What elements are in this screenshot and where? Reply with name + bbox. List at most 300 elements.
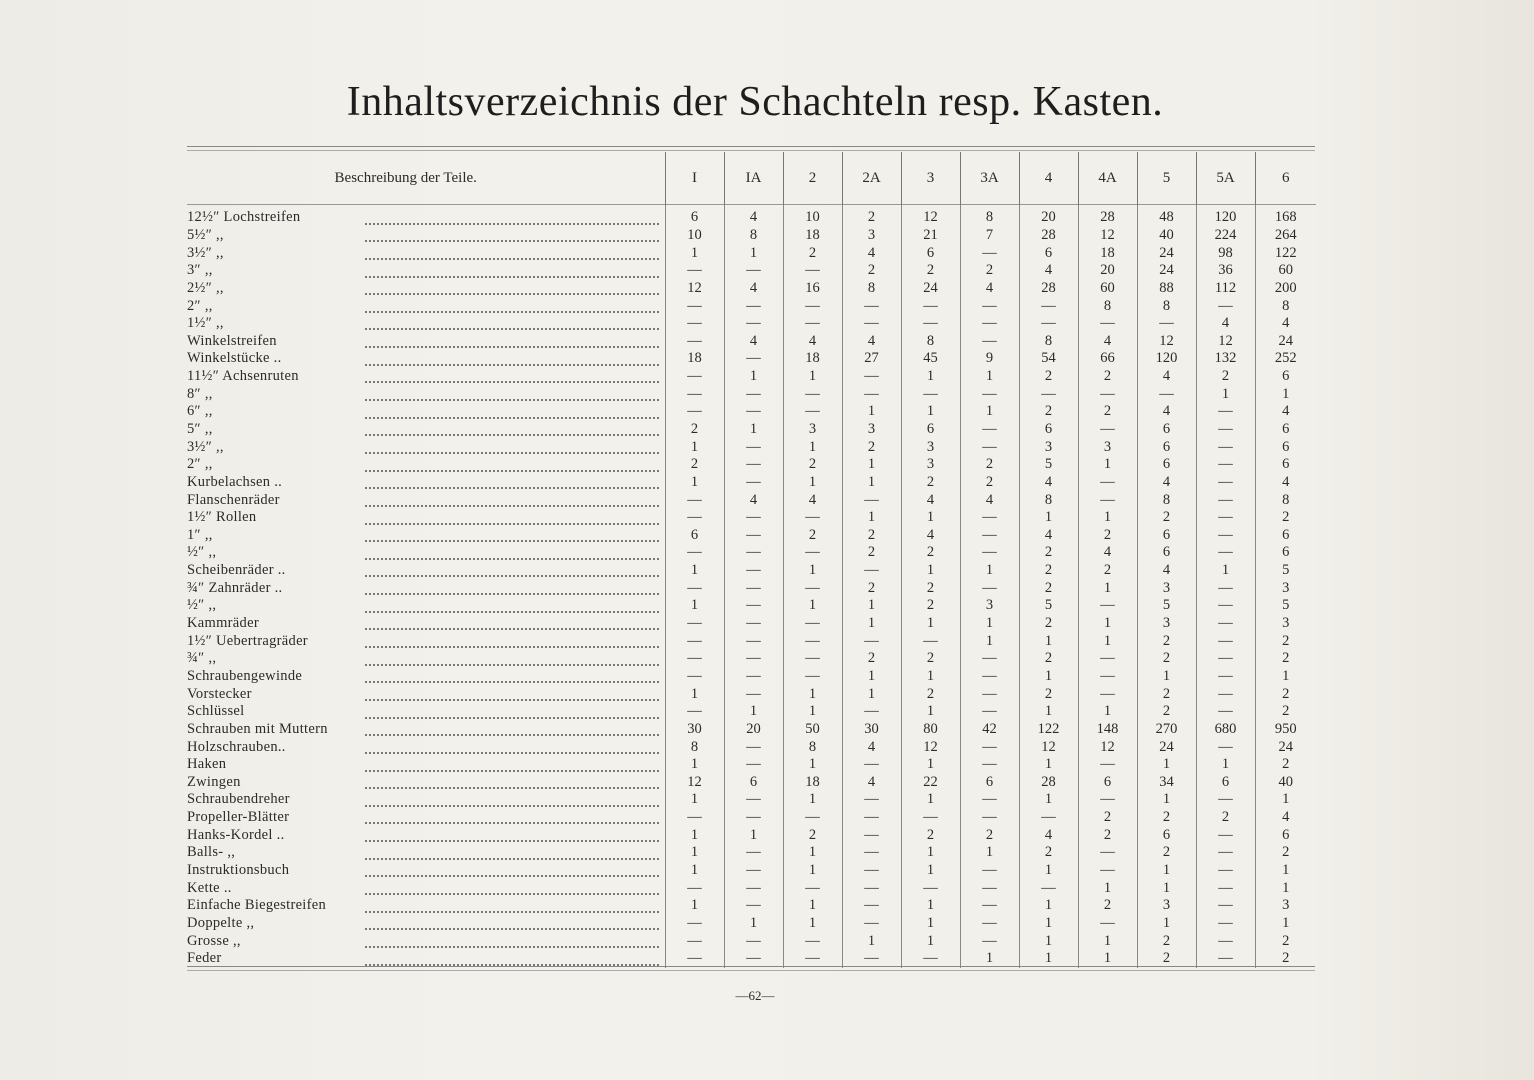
quantity-cell: — [724,527,783,545]
quantity-cell: — [901,809,960,827]
quantity-cell: 2 [1078,403,1137,421]
quantity-cell: 6 [1255,826,1316,844]
quantity-cell: 50 [783,721,842,739]
column-header: IA [724,152,783,205]
part-label: 11½″ Achsenruten [187,368,299,385]
quantity-cell: 1 [1137,879,1196,897]
quantity-cell: 30 [665,721,724,739]
quantity-cell: 1 [1137,862,1196,880]
quantity-cell: — [1196,438,1255,456]
part-description [187,474,665,492]
part-description [187,703,665,721]
quantity-cell: 2 [901,474,960,492]
quantity-cell: 8 [842,280,901,298]
quantity-cell: — [960,862,1019,880]
quantity-cell: — [1196,491,1255,509]
quantity-cell: — [960,579,1019,597]
quantity-cell: 2 [960,262,1019,280]
quantity-cell: 1 [1019,915,1078,933]
quantity-cell: 8 [960,205,1019,227]
quantity-cell: 2 [1019,615,1078,633]
quantity-cell: — [842,809,901,827]
quantity-cell: 1 [1019,950,1078,968]
leader-dots [365,523,659,525]
quantity-cell: — [724,315,783,333]
quantity-cell: 1 [901,756,960,774]
quantity-cell: 1 [1078,615,1137,633]
part-description [187,615,665,633]
quantity-cell: — [1196,474,1255,492]
quantity-cell: 1 [783,703,842,721]
quantity-cell: 1 [901,897,960,915]
contents-table [187,152,1316,968]
quantity-cell: — [1196,826,1255,844]
table-row [187,262,1316,280]
table-row [187,297,1316,315]
leader-dots [365,311,659,313]
quantity-cell: 1 [1019,668,1078,686]
leader-dots [365,328,659,330]
quantity-cell: 1 [901,932,960,950]
quantity-cell: — [724,509,783,527]
quantity-cell: — [783,544,842,562]
quantity-cell: 6 [665,205,724,227]
quantity-cell: 1 [901,844,960,862]
table-row [187,456,1316,474]
quantity-cell: 1 [901,668,960,686]
quantity-cell: 12 [665,280,724,298]
part-label: Einfache Biegestreifen [187,897,327,914]
quantity-cell: 2 [901,579,960,597]
bottom-rule [187,966,1315,967]
quantity-cell: 3 [901,438,960,456]
quantity-cell: 4 [1019,826,1078,844]
part-description [187,721,665,739]
quantity-cell: — [960,244,1019,262]
quantity-cell: 4 [1137,403,1196,421]
quantity-cell: 264 [1255,227,1316,245]
quantity-cell: — [1019,385,1078,403]
column-header: 2A [842,152,901,205]
quantity-cell: 20 [724,721,783,739]
part-label: Schraubendreher [187,791,290,808]
top-rule-secondary [187,150,1315,151]
part-label: Haken [187,756,227,773]
quantity-cell: 88 [1137,280,1196,298]
quantity-cell: — [783,297,842,315]
quantity-cell: — [1078,421,1137,439]
leader-dots [365,822,659,824]
column-header: 4A [1078,152,1137,205]
quantity-cell: 1 [1137,791,1196,809]
quantity-cell: 4 [901,527,960,545]
quantity-cell: 1 [960,615,1019,633]
quantity-cell: 80 [901,721,960,739]
quantity-cell: 98 [1196,244,1255,262]
part-description [187,685,665,703]
quantity-cell: — [842,756,901,774]
quantity-cell: — [724,862,783,880]
quantity-cell: — [1019,809,1078,827]
part-description [187,527,665,545]
quantity-cell: — [842,562,901,580]
quantity-cell: — [842,950,901,968]
part-description [187,915,665,933]
leader-dots [365,293,659,295]
quantity-cell: — [1137,385,1196,403]
quantity-cell: — [960,932,1019,950]
quantity-cell: 1 [901,791,960,809]
part-description [187,632,665,650]
quantity-cell: 18 [783,227,842,245]
part-description [187,668,665,686]
table-row [187,474,1316,492]
quantity-cell: 1 [960,632,1019,650]
part-label: 5½″ ,, [187,226,224,243]
quantity-cell: 24 [901,280,960,298]
quantity-cell: — [724,544,783,562]
part-description [187,809,665,827]
quantity-cell: 6 [1255,421,1316,439]
table-row [187,791,1316,809]
quantity-cell: 3 [842,227,901,245]
quantity-cell: 122 [1255,244,1316,262]
quantity-cell: 1 [665,474,724,492]
part-label: ¾″ ,, [187,650,217,667]
quantity-cell: — [960,879,1019,897]
quantity-cell: 1 [1078,509,1137,527]
part-label: ½″ ,, [187,597,217,614]
quantity-cell: 2 [901,826,960,844]
table-row [187,385,1316,403]
quantity-cell: 2 [1255,632,1316,650]
table-row [187,774,1316,792]
quantity-cell: — [783,315,842,333]
quantity-cell: — [960,297,1019,315]
quantity-cell: 2 [1137,703,1196,721]
quantity-cell: — [1137,315,1196,333]
quantity-cell: 3 [1255,615,1316,633]
quantity-cell: 2 [901,262,960,280]
table-row [187,403,1316,421]
quantity-cell: — [665,879,724,897]
quantity-cell: 3 [901,456,960,474]
part-label: 2″ ,, [187,297,213,314]
quantity-cell: — [783,579,842,597]
leader-dots [365,946,659,948]
quantity-cell: — [665,332,724,350]
quantity-cell: 3 [1255,579,1316,597]
leader-dots [365,487,659,489]
quantity-cell: 6 [1137,527,1196,545]
quantity-cell: — [842,315,901,333]
quantity-cell: 12 [1078,738,1137,756]
quantity-cell: 168 [1255,205,1316,227]
quantity-cell: 6 [1137,456,1196,474]
table-row [187,491,1316,509]
part-label: Kurbelachsen .. [187,473,283,490]
quantity-cell: 4 [901,491,960,509]
quantity-cell: 1 [1019,932,1078,950]
quantity-cell: 6 [1137,826,1196,844]
table-row [187,756,1316,774]
quantity-cell: 3 [1137,579,1196,597]
quantity-cell: — [960,438,1019,456]
quantity-cell: 2 [1019,562,1078,580]
leader-dots [365,681,659,683]
quantity-cell: — [783,668,842,686]
part-label: 1½″ Rollen [187,509,257,526]
part-description [187,350,665,368]
quantity-cell: — [1078,915,1137,933]
quantity-cell: 2 [783,826,842,844]
quantity-cell: 60 [1078,280,1137,298]
quantity-cell: 18 [783,774,842,792]
quantity-cell: 1 [901,509,960,527]
column-header: 3A [960,152,1019,205]
part-description [187,862,665,880]
leader-dots [365,611,659,613]
table-row [187,915,1316,933]
quantity-cell: — [724,756,783,774]
table-row [187,721,1316,739]
part-description [187,297,665,315]
quantity-cell: — [724,632,783,650]
quantity-cell: — [1078,668,1137,686]
quantity-cell: 1 [724,915,783,933]
table-row [187,509,1316,527]
quantity-cell: 40 [1137,227,1196,245]
leader-dots [365,470,659,472]
quantity-cell: 2 [1137,650,1196,668]
quantity-cell: 1 [1078,703,1137,721]
quantity-cell: 2 [1019,844,1078,862]
quantity-cell: 2 [901,544,960,562]
quantity-cell: 2 [1137,844,1196,862]
quantity-cell: 4 [842,738,901,756]
quantity-cell: 3 [783,421,842,439]
leader-dots [365,770,659,772]
table-row [187,809,1316,827]
quantity-cell: 200 [1255,280,1316,298]
quantity-cell: 24 [1255,738,1316,756]
quantity-cell: 2 [1137,685,1196,703]
quantity-cell: 1 [783,844,842,862]
quantity-cell: 1 [1255,862,1316,880]
quantity-cell: 27 [842,350,901,368]
quantity-cell: 4 [1019,474,1078,492]
part-label: Scheibenräder .. [187,562,286,579]
quantity-cell: 12 [901,738,960,756]
part-description [187,280,665,298]
quantity-cell: 1 [960,950,1019,968]
quantity-cell: — [842,491,901,509]
quantity-cell: 4 [1078,544,1137,562]
quantity-cell: 4 [1255,474,1316,492]
quantity-cell: 6 [1255,368,1316,386]
quantity-cell: 2 [842,650,901,668]
quantity-cell: 1 [960,844,1019,862]
quantity-cell: 3 [1137,897,1196,915]
leader-dots [365,417,659,419]
quantity-cell: 4 [724,332,783,350]
part-label: 8″ ,, [187,385,213,402]
quantity-cell: — [1078,756,1137,774]
quantity-cell: — [665,544,724,562]
part-description [187,491,665,509]
quantity-cell: — [901,950,960,968]
quantity-cell: 1 [901,703,960,721]
quantity-cell: — [724,385,783,403]
leader-dots [365,540,659,542]
quantity-cell: 1 [842,685,901,703]
quantity-cell: — [1196,703,1255,721]
part-description [187,756,665,774]
quantity-cell: 1 [783,474,842,492]
quantity-cell: — [1078,650,1137,668]
quantity-cell: 8 [665,738,724,756]
quantity-cell: 1 [665,756,724,774]
quantity-cell: 2 [1196,368,1255,386]
quantity-cell: — [724,844,783,862]
quantity-cell: 30 [842,721,901,739]
column-header: 6 [1255,152,1316,205]
quantity-cell: — [724,474,783,492]
part-description [187,562,665,580]
leader-dots [365,258,659,260]
part-label: Zwingen [187,773,241,790]
quantity-cell: 4 [724,280,783,298]
quantity-cell: 4 [842,244,901,262]
quantity-cell: 1 [783,915,842,933]
part-label: 2½″ ,, [187,279,224,296]
part-label: 1½″ ,, [187,315,224,332]
quantity-cell: 1 [1078,950,1137,968]
quantity-cell: 2 [1019,650,1078,668]
table-row [187,527,1316,545]
quantity-cell: 1 [842,597,901,615]
part-description [187,879,665,897]
leader-dots [365,276,659,278]
quantity-cell: — [1196,597,1255,615]
quantity-cell: 1 [1019,756,1078,774]
quantity-cell: 24 [1137,738,1196,756]
leader-dots [365,628,659,630]
quantity-cell: — [842,826,901,844]
table-row [187,579,1316,597]
quantity-cell: 1 [1078,932,1137,950]
table-row [187,315,1316,333]
quantity-cell: — [960,685,1019,703]
part-label: Vorstecker [187,685,252,702]
table-row [187,668,1316,686]
quantity-cell: — [724,950,783,968]
quantity-cell: — [724,809,783,827]
table-row [187,280,1316,298]
quantity-cell: 12 [1078,227,1137,245]
quantity-cell: — [665,932,724,950]
quantity-cell: — [901,879,960,897]
quantity-cell: 1 [665,826,724,844]
part-label: 12½″ Lochstreifen [187,209,301,226]
quantity-cell: 1 [960,403,1019,421]
quantity-cell: — [724,791,783,809]
quantity-cell: 112 [1196,280,1255,298]
quantity-cell: — [1196,738,1255,756]
quantity-cell: 1 [1255,668,1316,686]
quantity-cell: — [724,297,783,315]
quantity-cell: 6 [665,527,724,545]
part-description [187,262,665,280]
quantity-cell: — [1196,615,1255,633]
leader-dots [365,646,659,648]
quantity-cell: 2 [1078,826,1137,844]
quantity-cell: 10 [783,205,842,227]
quantity-cell: 1 [665,597,724,615]
quantity-cell: 1 [1019,897,1078,915]
quantity-cell: — [724,350,783,368]
part-description [187,509,665,527]
quantity-cell: 2 [1078,527,1137,545]
quantity-cell: 1 [1255,385,1316,403]
quantity-cell: 950 [1255,721,1316,739]
quantity-cell: — [1078,844,1137,862]
quantity-cell: 2 [1255,650,1316,668]
quantity-cell: 1 [901,368,960,386]
quantity-cell: — [724,738,783,756]
quantity-cell: 2 [842,438,901,456]
quantity-cell: 4 [1196,315,1255,333]
part-description [187,826,665,844]
quantity-cell: 2 [783,456,842,474]
quantity-cell: 1 [724,421,783,439]
quantity-cell: — [1196,544,1255,562]
quantity-cell: — [1078,491,1137,509]
quantity-cell: 66 [1078,350,1137,368]
quantity-cell: 6 [724,774,783,792]
quantity-cell: 2 [1137,632,1196,650]
quantity-cell: — [724,597,783,615]
part-description [187,227,665,245]
quantity-cell: — [665,650,724,668]
table-body [187,205,1316,968]
quantity-cell: — [665,668,724,686]
quantity-cell: 4 [1137,474,1196,492]
quantity-cell: 28 [1019,774,1078,792]
part-label: Kammräder [187,615,259,632]
quantity-cell: — [1196,632,1255,650]
quantity-cell: — [724,897,783,915]
part-description [187,932,665,950]
column-header: 5A [1196,152,1255,205]
quantity-cell: 1 [1019,509,1078,527]
table-row [187,950,1316,968]
quantity-cell: 2 [1078,897,1137,915]
quantity-cell: — [1196,844,1255,862]
part-description [187,421,665,439]
quantity-cell: 2 [901,650,960,668]
leader-dots [365,223,659,225]
leader-dots [365,717,659,719]
table-header-row [187,152,1316,205]
quantity-cell: 2 [1019,544,1078,562]
quantity-cell: 8 [1137,491,1196,509]
part-label: Propeller-Blätter [187,809,290,826]
quantity-cell: 1 [783,597,842,615]
quantity-cell: 6 [1137,544,1196,562]
quantity-cell: 24 [1137,244,1196,262]
quantity-cell: — [960,756,1019,774]
